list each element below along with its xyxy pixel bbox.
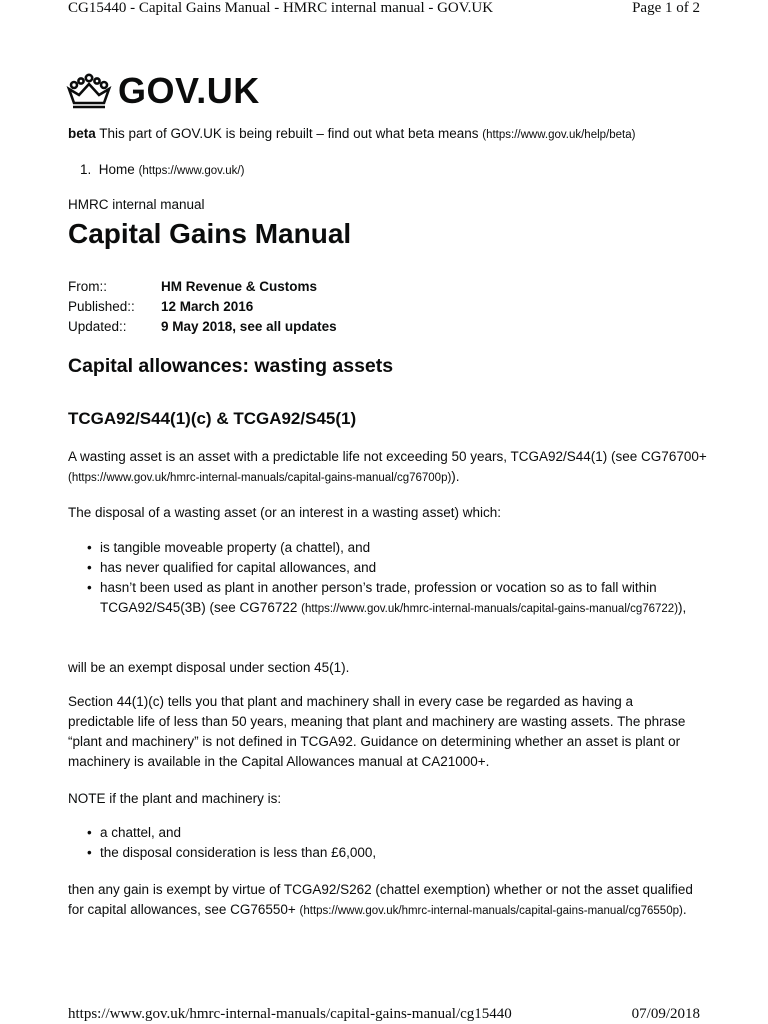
print-page-number: Page 1 of 2 [632, 0, 700, 16]
beta-link-url[interactable]: (https://www.gov.uk/help/beta) [482, 129, 636, 141]
print-footer-date: 07/09/2018 [631, 1006, 700, 1022]
breadcrumb-home-url[interactable]: (https://www.gov.uk/) [138, 165, 245, 177]
cg76550-link-url[interactable]: (https://www.gov.uk/hmrc-internal-manuals/capital-gains-manual/cg76550p) [299, 905, 683, 917]
conditions-list [68, 538, 708, 619]
metadata-published [68, 297, 337, 317]
paragraph-wasting-asset-definition [68, 447, 708, 488]
metadata-from-value[interactable]: HM Revenue & Customs [161, 279, 318, 294]
cg76722-link-url[interactable]: (https://www.gov.uk/hmrc-internal-manuals/capital-gains-manual/cg76722) [301, 603, 679, 615]
metadata-updated [68, 317, 337, 337]
p6-end: . [682, 902, 687, 917]
metadata-list [68, 277, 337, 337]
cg76700-link-url[interactable]: (https://www.gov.uk/hmrc-internal-manuals/capital-gains-manual/cg76700p) [68, 472, 452, 484]
manual-type-label: HMRC internal manual [68, 197, 205, 212]
beta-banner [68, 126, 635, 141]
page-title: Capital Gains Manual [68, 218, 352, 249]
breadcrumb-number: 1. [80, 162, 92, 177]
metadata-from-key: From:: [68, 279, 107, 294]
metadata-updated-value[interactable]: 9 May 2018, see all updates [161, 319, 337, 334]
metadata-updated-key: Updated:: [68, 319, 127, 334]
list-item-end: ), [678, 600, 687, 615]
metadata-published-key: Published:: [68, 299, 135, 314]
note-conditions-list [68, 823, 708, 863]
paragraph-disposal-intro: The disposal of a wasting asset (or an interest in a wasting asset) which: [68, 505, 501, 520]
list-item: • is tangible moveable property (a chattel), and [68, 538, 708, 558]
list-item [68, 578, 708, 619]
list-item: • the disposal consideration is less than £6,000, [68, 843, 708, 863]
subsection-title: TCGA92/S44(1)(c) & TCGA92/S45(1) [68, 409, 357, 428]
p6-text: then any gain is exempt by virtue of TCGA92/S262 (chattel exemption) whether or not the asset qualified for capital allowances, see CG76550+ [68, 882, 693, 917]
list-item-text: hasn’t been used as plant in another person’s trade, profession or vocation so as to fall within TCGA92/S45(3B) (see CG76722 [100, 580, 657, 615]
paragraph-plant-machinery: Section 44(1)(c) tells you that plant and machinery shall in every case be regarded as having a predictable life of less than 50 years, meaning that plant and machinery are wasting assets. The phrase “plant and machinery” is not defined in TCGA92. Guidance on determining whether an asset is plant or machinery is available in the Capital Allowances manual at CA21000+. [68, 694, 686, 769]
paragraph-note: NOTE if the plant and machinery is: [68, 791, 282, 806]
print-header-title: CG15440 - Capital Gains Manual - HMRC internal manual - GOV.UK [68, 0, 494, 16]
p1-end: ). [451, 469, 460, 484]
section-title: Capital allowances: wasting assets [68, 355, 394, 377]
beta-tag: beta [68, 126, 96, 141]
metadata-from [68, 277, 337, 297]
list-item: • has never qualified for capital allowances, and [68, 558, 708, 578]
crown-icon [66, 73, 112, 109]
metadata-published-value: 12 March 2016 [161, 299, 254, 314]
govuk-logo-text: GOV.UK [118, 70, 260, 111]
govuk-logo[interactable] [66, 70, 260, 112]
paragraph-chattel-exemption [68, 880, 698, 921]
print-footer-url: https://www.gov.uk/hmrc-internal-manuals/capital-gains-manual/cg15440 [68, 1006, 512, 1022]
breadcrumb [80, 162, 244, 177]
beta-banner-text: This part of GOV.UK is being rebuilt – find out what beta means [99, 126, 479, 141]
list-item: • a chattel, and [68, 823, 708, 843]
p1-text: A wasting asset is an asset with a predictable life not exceeding 50 years, TCGA92/S44(1) (see CG76700+ [68, 449, 707, 464]
paragraph-exempt-disposal: will be an exempt disposal under section 45(1). [68, 660, 350, 675]
breadcrumb-home-link[interactable]: Home [98, 162, 135, 177]
